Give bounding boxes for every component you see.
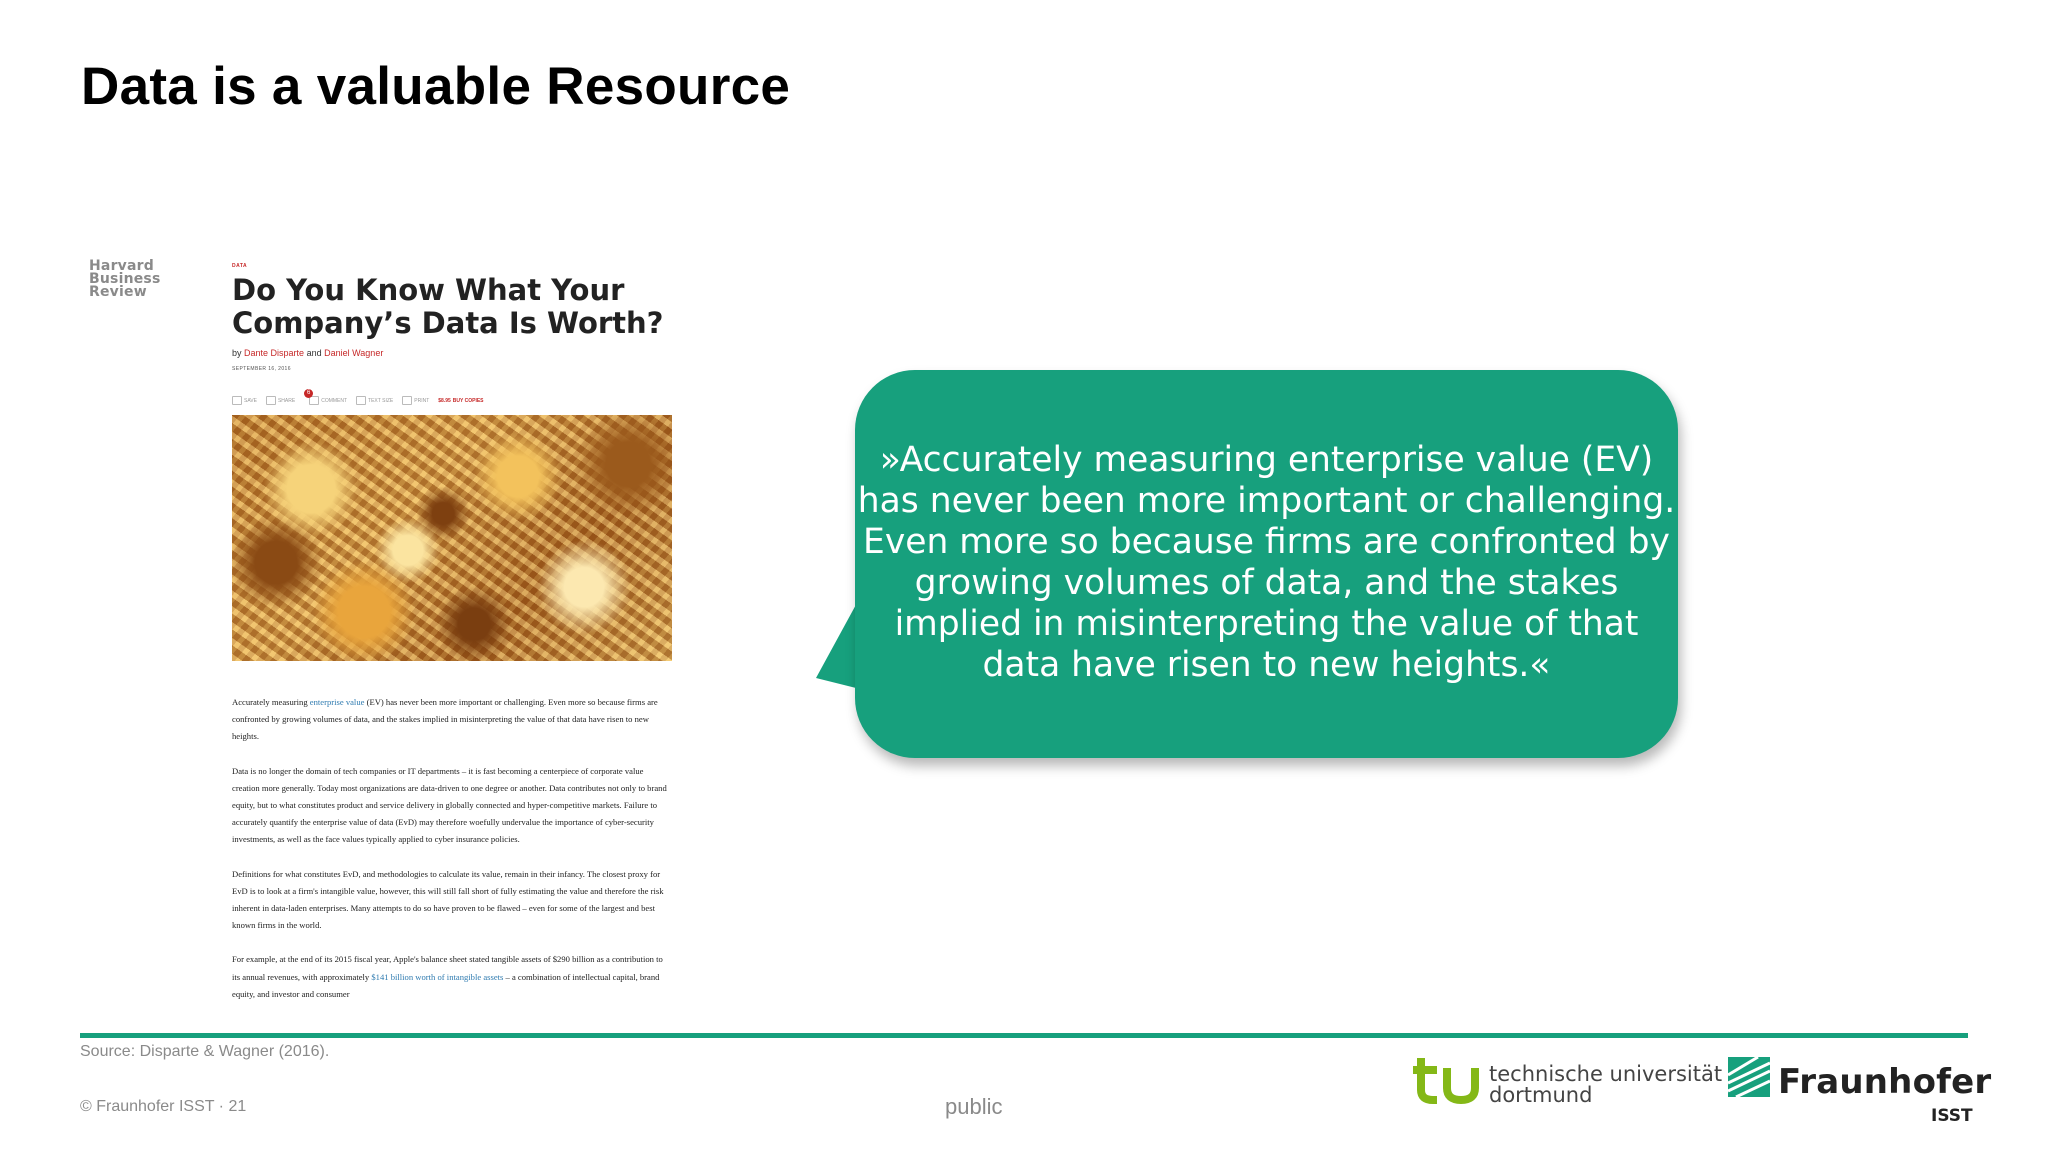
save-icon [232,396,242,405]
tu-logo-icon [1413,1056,1481,1104]
share-icon [266,396,276,405]
hbr-logo-line: Harvard [89,258,154,274]
tool-label: TEXT SIZE [368,397,394,404]
hbr-logo-line: Review [89,284,147,300]
text-run: Accurately measuring [232,697,310,707]
tool-label: SHARE [277,397,296,404]
fraunhofer-logo-icon [1728,1057,1770,1097]
intangible-assets-link[interactable]: $141 billion worth of intangible assets [371,971,504,982]
tu-name-line: dortmund [1489,1083,1593,1107]
article-body [232,694,672,1010]
article-tag: DATA [232,263,248,269]
author-link[interactable]: Dante Disparte [244,348,305,358]
text-run: (EV) has never been more important or challenging. Even more so because firms are confronted by growing volumes of data, and the stakes implied in misinterpreting the value of that data have risen to new heights. [232,697,658,742]
article-paragraph [232,951,672,1003]
article-paragraph: Data is no longer the domain of tech companies or IT departments – it is fast becoming a centerpiece of corporate value creation more generally. Today most organizations are data-driven to one degree or another. Data contributes not only to brand equity, but to what constitutes product and service delivery in globally connected and hyper-competitive markets. Failure to accurately quantify the enterprise value of data (EvD) may therefore woefully undervalue the importance of cyber-security investments, as well as the face values typically applied to cyber insurance policies. [232,765,667,845]
save-tool[interactable] [232,396,257,405]
author-link[interactable]: Daniel Wagner [324,348,384,358]
price: $8.95 [438,397,451,404]
article-paragraph: Definitions for what constitutes EvD, and methodologies to calculate its value, remain in their infancy. The closest proxy for EvD is to look at a firm's intangible value, however, this will still fall short of fully estimating the value and therefore the risk inherent in data-laden enterprises. Many attempts to do so have proven to be flawed – even for some of the largest and best known firms in the world. [232,868,664,931]
quote-text: »Accurately measuring enterprise value (EV) has never been more important or challenging. Even more so because firms are confronted by growing volumes of data, and the stakes implied in misinterpreting the value of that data have risen to new heights.« [857,440,1676,685]
text-size-tool[interactable] [356,396,393,405]
fraunhofer-wordmark: Fraunhofer [1778,1062,1992,1102]
article-headline: Do You Know What Your Company’s Data Is Worth? [232,273,664,340]
text-run: – a combination of intellectual capital, brand equity, and investor and consumer [232,971,660,999]
slide-title: Data is a valuable Resource [81,57,791,116]
hbr-logo [89,260,161,299]
text-size-icon [356,396,366,405]
comment-count-badge: 6 [304,389,313,398]
article-paragraph [232,694,672,746]
comment-tool[interactable] [304,390,348,405]
source-note: Source: Disparte & Wagner (2016). [80,1043,330,1060]
byline-prefix: by [232,348,242,358]
text-run: For example, at the end of its 2015 fiscal year, Apple's balance sheet stated tangible assets of $290 billion as a contribution to its annual revenues, with approximately [232,954,663,982]
tool-label: COMMENT [321,397,348,404]
enterprise-value-link[interactable]: enterprise value [309,697,365,707]
copyright-page-number: © Fraunhofer ISST · 21 [80,1098,247,1115]
article-screenshot [80,250,700,1010]
tu-name-line: technische universität [1489,1062,1723,1086]
tool-label: SAVE [244,397,257,404]
article-byline [232,348,383,358]
buy-copies-tool[interactable] [438,398,483,404]
tool-label: BUY COPIES [452,397,484,404]
hbr-logo-line: Business [89,271,161,287]
classification-label: public [945,1094,1003,1119]
print-tool[interactable] [402,396,429,405]
footer-divider [80,1033,1968,1038]
byline-and: and [306,348,322,358]
fraunhofer-unit: ISST [1931,1106,1973,1126]
print-icon [402,396,412,405]
article-date: SEPTEMBER 16, 2016 [232,366,291,372]
tool-label: PRINT [414,397,430,404]
share-tool[interactable] [266,396,295,405]
tu-dortmund-name [1489,1064,1722,1106]
gold-flakes-photo [232,415,672,661]
article-toolbar [232,390,484,405]
